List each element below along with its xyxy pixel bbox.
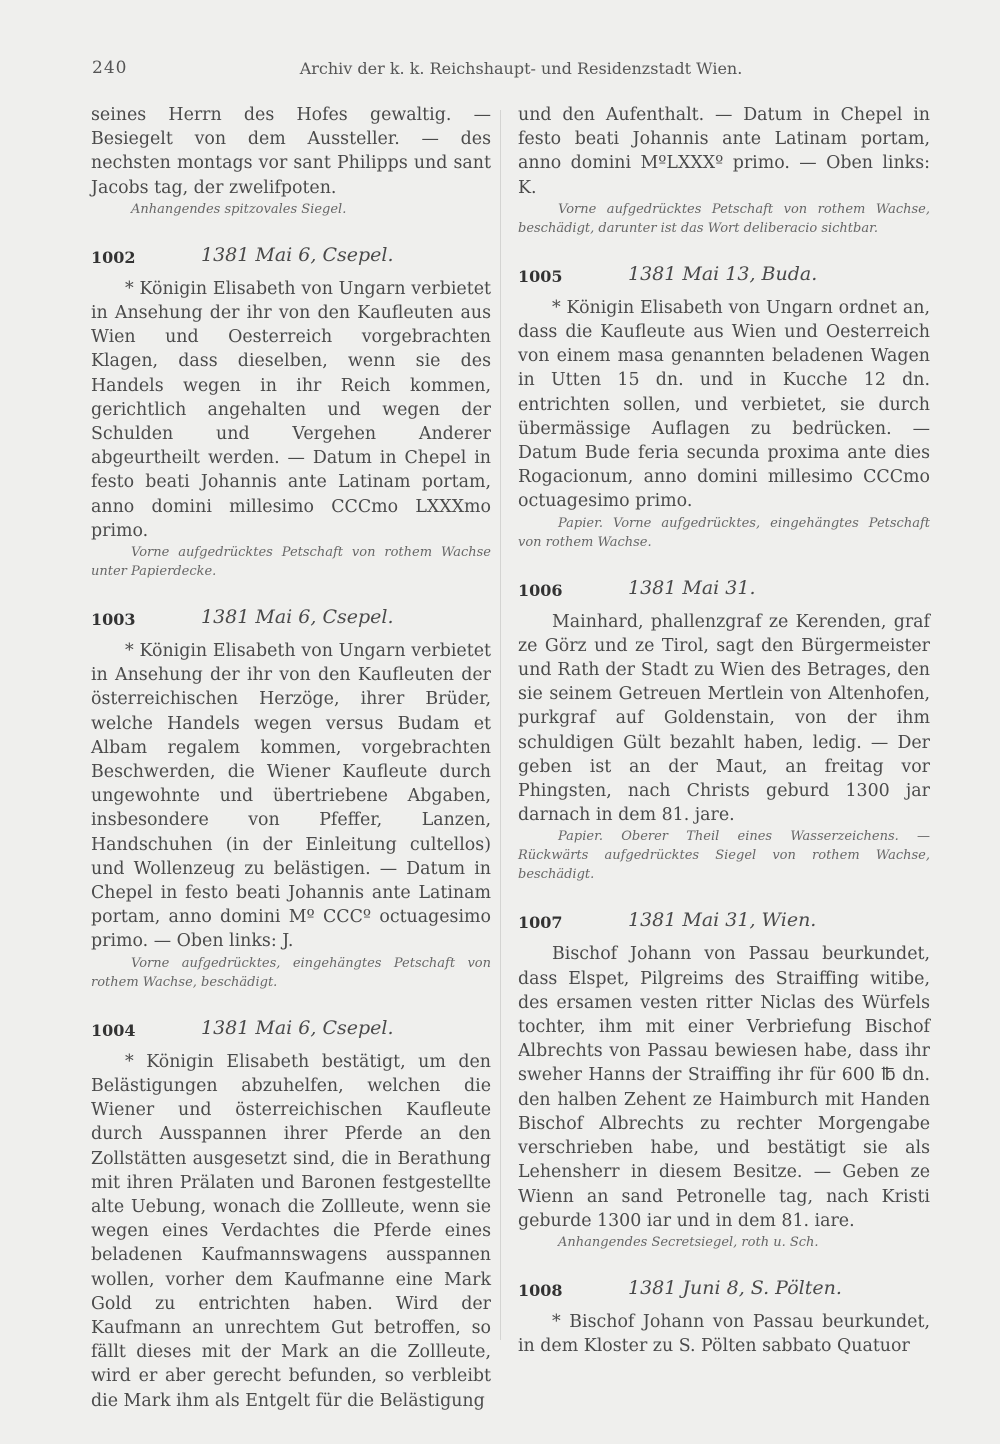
entry-date: 1381 Mai 6, Csepel. xyxy=(201,1016,394,1039)
entry-text: und den Aufenthalt. — Datum in Chepel in festo beati Johannis ante Latinam portam, anno domini MºLXXXº primo. — Oben links: K. xyxy=(518,105,930,198)
entry-text: * Königin Elisabeth von Ungarn verbietet in Ansehung der ihr von den Kaufleuten der österreichischen Herzöge, ihrer Brüder, welche Handels wegen versus Budam et Albam regalem kommen, vorgebrachten Beschwerden, die Wiener Kaufleute durch ungewohnte und übertriebene Abgaben, insbesondere von Pfeffer, Lanzen, Handschuhen (in der Einleitung cultellos) und Wollenzeug zu belästigen. — Datum in Chepel in festo beati Johannis ante Latinam portam, anno domini Mº CCCº octuagesimo primo. — Oben links: J. xyxy=(91,641,491,952)
seal-note: Papier. Oberer Theil eines Wasserzeichens. — Rückwärts aufgedrücktes Siegel von rothem Wachse, beschädigt. xyxy=(518,829,930,883)
entry-number: 1006 xyxy=(518,580,563,600)
entry-1004 xyxy=(91,1016,491,1413)
entry-date: 1381 Mai 6, Csepel. xyxy=(201,243,394,266)
entry-text: * Bischof Johann von Passau beurkundet, in dem Kloster zu S. Pölten sabbato Quatuor xyxy=(518,1311,930,1357)
seal-note: Vorne aufgedrücktes Petschaft von rothem Wachse, beschädigt, darunter ist das Wort deliberacio sichtbar. xyxy=(518,201,930,236)
entry-date: 1381 Mai 31. xyxy=(628,576,756,599)
seal-note: Anhangendes spitzovales Siegel. xyxy=(131,201,347,217)
entry-text: Mainhard, phallenzgraf ze Kerenden, graf ze Görz und ze Tirol, sagt den Bürgermeister und Rath der Stadt zu Wien des Betrages, den sie seinem Getreuen Mertlein von Altenhofen, purkgraf auf Goldenstain, von der ihm schuldigen Gült bezahlt haben, ledig. — Der geben ist an der Maut, an freitag vor Phingsten, nach Christs geburd 1300 jar darnach in dem 81. jare. xyxy=(518,611,930,826)
entry-1003 xyxy=(91,605,491,992)
continuation-entry xyxy=(91,103,491,219)
entry-date: 1381 Juni 8, S. Pölten. xyxy=(628,1276,842,1299)
entry-date: 1381 Mai 6, Csepel. xyxy=(201,606,394,629)
seal-note: Vorne aufgedrücktes Petschaft von rothem Wachse unter Papierdecke. xyxy=(91,545,491,580)
entry-text: seines Herrn des Hofes gewaltig. — Besiegelt von dem Aussteller. — des nechsten montags vor sant Philipps und sant Jacobs tag, der zwelifpoten. xyxy=(91,105,491,198)
page-header xyxy=(92,58,910,88)
entry-text: * Königin Elisabeth von Ungarn ordnet an, dass die Kaufleute aus Wien und Oesterreich von einem masa genannten beladenen Wagen in Utten 15 dn. und in Kucche 12 dn. entrichten sollen, und verbietet, sie durch übermässige Auflagen zu bedrücken. — Datum Bude feria secunda proxima ante dies Rogacionum, anno domini millesimo CCCmo octuagesimo primo. xyxy=(518,297,930,512)
page-number: 240 xyxy=(92,58,128,78)
entry-1005 xyxy=(518,262,930,552)
seal-note: Papier. Vorne aufgedrücktes, eingehängtes Petschaft von rothem Wachse. xyxy=(518,515,930,550)
entry-1006 xyxy=(518,576,930,885)
entry-text: Bischof Johann von Passau beurkundet, dass Elspet, Pilgreims des Straiffing witibe, des ersamen vesten ritter Niclas des Würfels tochter, ihm mit einer Verbriefung Bischof Albrechts von Passau bewiesen habe, dass ihr sweher Hanns der Straiffing ihr für 600 ℔ dn. den halben Zehent ze Haimburch mit Handen Bischof Albrechts zu rechter Morgengabe verschrieben habe, und bestätigt sie als Lehensherr in diesem Besitze. — Geben ze Wienn an sand Petronelle tag, nach Kristi geburde 1300 iar und in dem 81. iare. xyxy=(518,944,930,1231)
entry-1002 xyxy=(91,243,491,581)
entry-number: 1003 xyxy=(91,610,136,630)
entry-number: 1004 xyxy=(91,1020,136,1040)
entry-number: 1005 xyxy=(518,266,563,286)
entry-1008 xyxy=(518,1276,930,1358)
seal-note: Vorne aufgedrücktes, eingehängtes Petschaft von rothem Wachse, beschädigt. xyxy=(91,955,491,990)
left-column xyxy=(91,103,491,1413)
entry-1007 xyxy=(518,908,930,1251)
column-divider xyxy=(500,110,501,1340)
entry-date: 1381 Mai 13, Buda. xyxy=(628,262,818,285)
entry-number: 1007 xyxy=(518,913,563,933)
entry-date: 1381 Mai 31, Wien. xyxy=(628,909,817,932)
entry-number: 1008 xyxy=(518,1280,563,1300)
entry-text: * Königin Elisabeth von Ungarn verbietet in Ansehung der ihr von den Kaufleuten aus Wien und Oesterreich vorgebrachten Klagen, dass dieselben, wenn sie des Handels wegen in ihr Reich kommen, gerichtlich angehalten und wegen der Schulden und Vergehen Anderer abgeurtheilt werden. — Datum in Chepel in festo beati Johannis ante Latinam portam, anno domini millesimo CCCmo LXXXmo primo. xyxy=(91,278,491,541)
seal-note: Anhangendes Secretsiegel, roth u. Sch. xyxy=(558,1234,819,1250)
right-column xyxy=(518,103,930,1358)
entry-text: * Königin Elisabeth bestätigt, um den Belästigungen abzuhelfen, welchen die Wiener und österreichischen Kaufleute durch Ausspannen ihrer Pferde an den Zollstätten ausgesetzt sind, die in Berathung mit ihren Prälaten und Baronen festgestellte alte Uebung, wonach die Zollleute, wenn sie wegen eines Verdachtes die Pferde eines beladenen Kaufmannswagens ausspannen wollen, vorher dem Kaufmanne eine Mark Gold zu entrichten haben. Wird der Kaufmann an unrechtem Gut betroffen, so fällt dieses mit der Mark an die Zollleute, wird er aber gerecht befunden, so verbleibt die Mark ihm als Entgelt für die Belästigung xyxy=(91,1051,491,1411)
continuation-entry xyxy=(518,103,930,238)
running-title: Archiv der k. k. Reichshaupt- und Residenzstadt Wien. xyxy=(299,59,743,78)
entry-number: 1002 xyxy=(91,247,136,267)
